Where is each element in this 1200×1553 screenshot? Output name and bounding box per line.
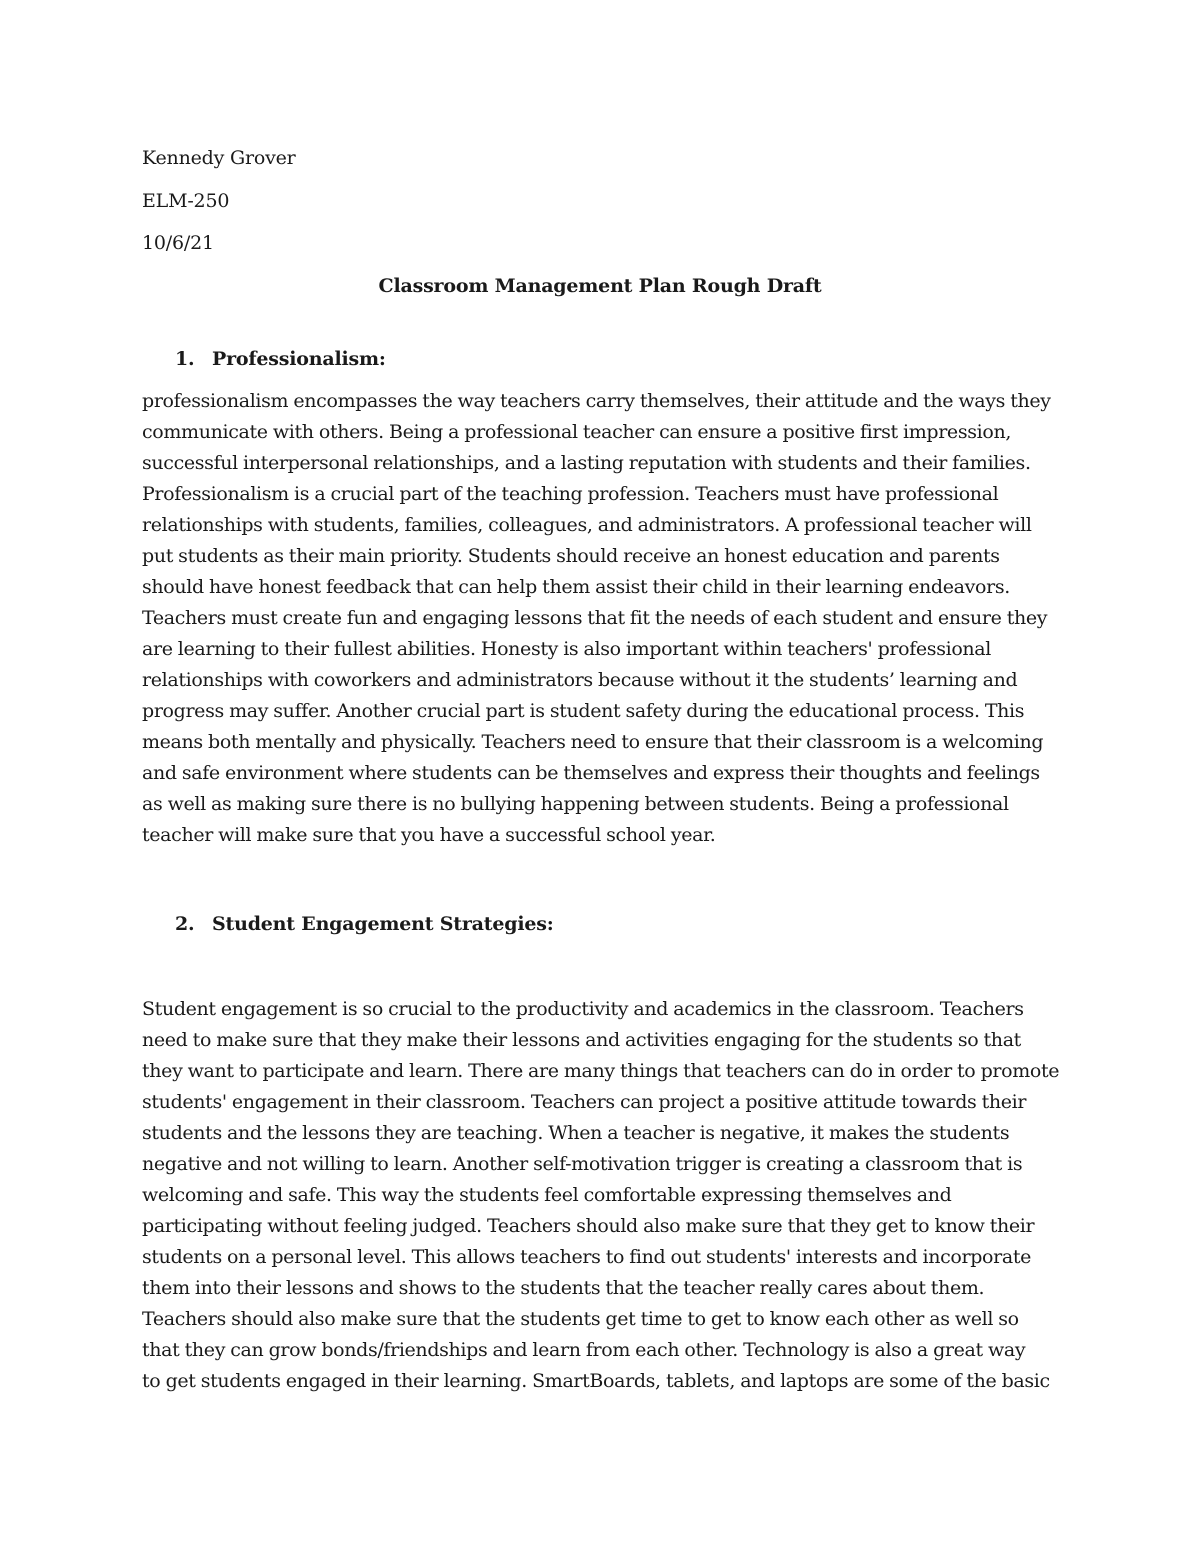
paragraph-line: relationships with students, families, colleagues, and administrators. A professional teacher will	[142, 514, 1032, 536]
paragraph-line: welcoming and safe. This way the students feel comfortable expressing themselves and	[142, 1184, 952, 1206]
paragraph-line: negative and not willing to learn. Another self-motivation trigger is creating a classroom that is	[142, 1153, 1023, 1175]
paragraph-line: are learning to their fullest abilities. Honesty is also important within teachers' professional	[142, 638, 992, 660]
section-title: Professionalism:	[212, 348, 386, 370]
paragraph-line: that they can grow bonds/friendships and learn from each other. Technology is also a great way	[142, 1339, 1026, 1361]
document-title: Classroom Management Plan Rough Draft	[378, 275, 822, 297]
paragraph-line: Student engagement is so crucial to the productivity and academics in the classroom. Teachers	[142, 998, 1024, 1020]
paragraph-line: successful interpersonal relationships, and a lasting reputation with students and their families.	[142, 452, 1031, 474]
section-number: 2.	[175, 913, 195, 935]
author-name: Kennedy Grover	[142, 147, 296, 169]
paragraph-line: Teachers must create fun and engaging lessons that fit the needs of each student and ensure they	[142, 607, 1048, 629]
paragraph-line: them into their lessons and shows to the students that the teacher really cares about them.	[142, 1277, 985, 1299]
paragraph-professionalism	[142, 386, 1062, 851]
paragraph-line: participating without feeling judged. Teachers should also make sure that they get to know their	[142, 1215, 1035, 1237]
paragraph-line: need to make sure that they make their lessons and activities engaging for the students so that	[142, 1029, 1021, 1051]
paragraph-line: teacher will make sure that you have a successful school year.	[142, 824, 716, 846]
paragraph-line: professionalism encompasses the way teachers carry themselves, their attitude and the ways they	[142, 390, 1051, 412]
document-date: 10/6/21	[142, 232, 214, 254]
paragraph-student-engagement	[142, 994, 1062, 1397]
section-title: Student Engagement Strategies:	[212, 913, 554, 935]
paragraph-line: communicate with others. Being a professional teacher can ensure a positive first impression,	[142, 421, 1012, 443]
paragraph-line: Teachers should also make sure that the students get time to get to know each other as well so	[142, 1308, 1019, 1330]
paragraph-line: students' engagement in their classroom. Teachers can project a positive attitude towards their	[142, 1091, 1027, 1113]
paragraph-line: should have honest feedback that can help them assist their child in their learning endeavors.	[142, 576, 1010, 598]
paragraph-line: means both mentally and physically. Teachers need to ensure that their classroom is a welcoming	[142, 731, 1044, 753]
section-heading-professionalism	[175, 347, 386, 371]
paragraph-line: progress may suffer. Another crucial part is student safety during the educational process. This	[142, 700, 1025, 722]
paragraph-line: to get students engaged in their learning. SmartBoards, tablets, and laptops are some of the basic	[142, 1370, 1050, 1392]
paragraph-line: students and the lessons they are teaching. When a teacher is negative, it makes the students	[142, 1122, 1010, 1144]
paragraph-line: Professionalism is a crucial part of the teaching profession. Teachers must have professional	[142, 483, 999, 505]
paragraph-line: and safe environment where students can be themselves and express their thoughts and feelings	[142, 762, 1040, 784]
paragraph-line: they want to participate and learn. There are many things that teachers can do in order to promote	[142, 1060, 1060, 1082]
paragraph-line: put students as their main priority. Students should receive an honest education and parents	[142, 545, 1000, 567]
section-number: 1.	[175, 348, 195, 370]
paragraph-line: relationships with coworkers and administrators because without it the students’ learning and	[142, 669, 1018, 691]
section-heading-student-engagement	[175, 912, 554, 936]
paragraph-line: students on a personal level. This allows teachers to find out students' interests and incorporate	[142, 1246, 1031, 1268]
course-code: ELM-250	[142, 190, 230, 212]
paragraph-line: as well as making sure there is no bullying happening between students. Being a professional	[142, 793, 1009, 815]
